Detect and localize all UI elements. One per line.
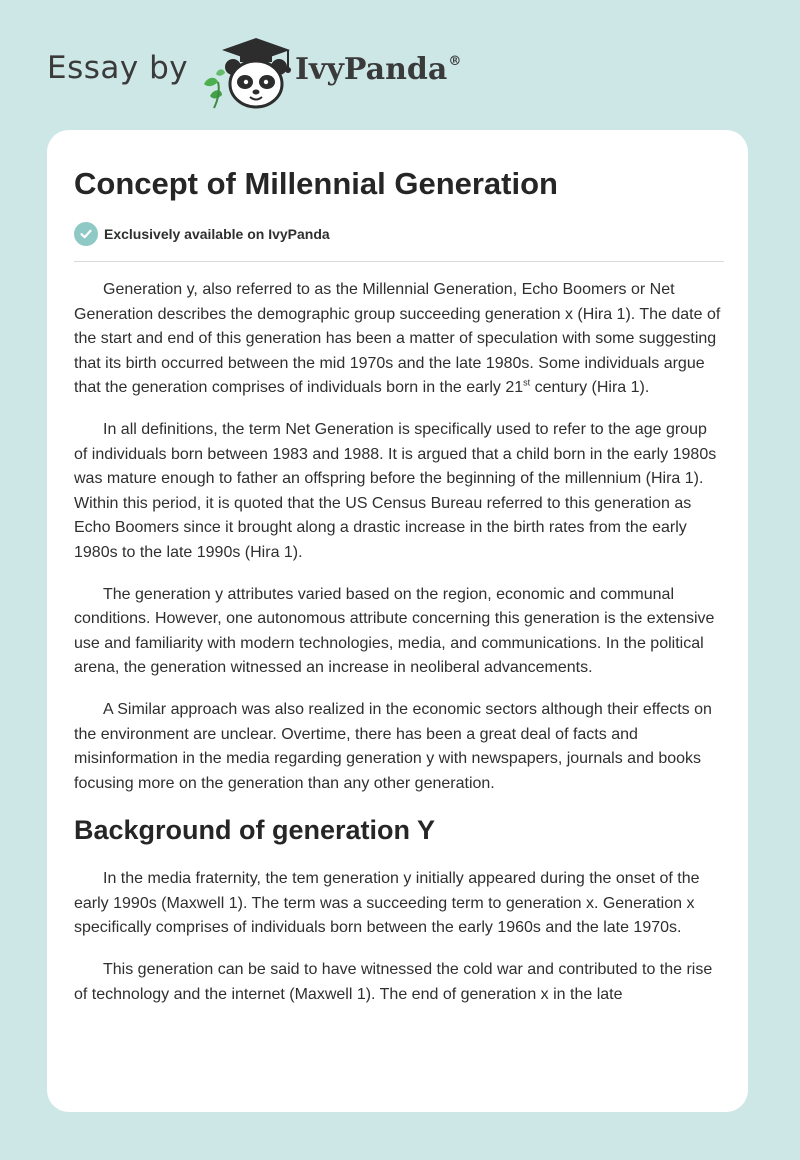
paragraph-6: This generation can be said to have witnessed the cold war and contributed to the rise of technology and the internet (Maxwell 1). The end of generation x in the late xyxy=(74,961,713,1003)
essay-by-label: Essay by xyxy=(47,50,189,86)
article-card xyxy=(47,130,748,1112)
divider xyxy=(74,261,724,262)
brand-text: IvyPanda xyxy=(295,52,448,87)
paragraph-1 xyxy=(74,278,724,401)
check-icon xyxy=(74,222,98,246)
site-header xyxy=(47,30,507,110)
article-body xyxy=(74,278,724,1024)
paragraph-4: A Similar approach was also realized in the economic sectors although their effects on the environment are unclear. Overtime, there has been a great deal of facts and misinformation in the media regarding generation y with newspapers, journals and books focusing more on the generation than any other generation. xyxy=(74,700,712,792)
badge-text: Exclusively available on IvyPanda xyxy=(104,226,330,242)
panda-logo-icon[interactable] xyxy=(200,34,300,110)
paragraph-2: In all definitions, the term Net Generation is specifically used to refer to the age group of individuals born between 1983 and 1988. It is argued that a child born in the early 1980s was mature enough to father an offspring before the beginning of the millennium (Hira 1). Within this period, it is quoted that the US Census Bureau referred to this generation as Echo Boomers since it brought along a drastic increase in the birth rates from the early 1980s to the late 1990s (Hira 1). xyxy=(74,420,717,561)
brand-name[interactable] xyxy=(295,52,461,87)
ordinal-suffix: st xyxy=(523,378,531,389)
section-heading: Background of generation Y xyxy=(74,815,436,846)
paragraph-1-end: century (Hira 1). xyxy=(530,379,650,397)
paragraph-3: The generation y attributes varied based on the region, economic and communal conditions. However, one autonomous attribute concerning this generation is the extensive use and familiarity with modern technologies, media, and communications. In the political arena, the generation witnessed an increase in neoliberal advancements. xyxy=(74,585,715,677)
page-title: Concept of Millennial Generation xyxy=(74,166,558,201)
registered-mark: ® xyxy=(448,54,462,69)
exclusive-badge xyxy=(74,221,330,247)
paragraph-1-text: Generation y, also referred to as the Millennial Generation, Echo Boomers or Net Generation describes the demographic group succeeding generation x (Hira 1). The date of the start and end of this generation has been a matter of speculation with some suggesting that its birth occurred between the mid 1970s and the late 1980s. Some individuals argue that the generation comprises of individuals born in the early 21 xyxy=(74,281,721,397)
paragraph-5: In the media fraternity, the tem generation y initially appeared during the onset of the early 1990s (Maxwell 1). The term was a succeeding term to generation x. Generation x specifically comprises of individuals born between the early 1960s and the late 1970s. xyxy=(74,870,700,937)
